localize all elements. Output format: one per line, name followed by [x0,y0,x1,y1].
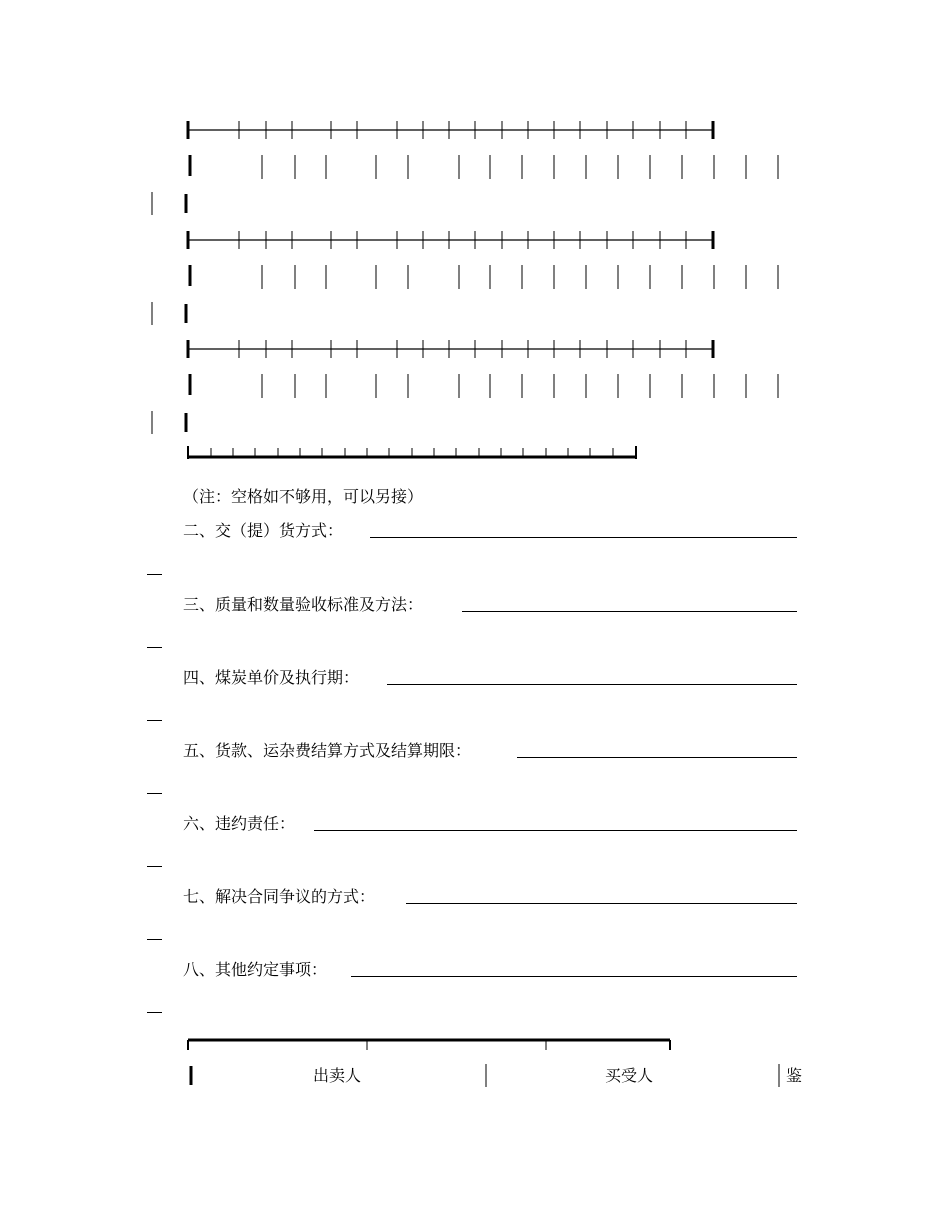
continuation-dash [147,574,162,575]
continuation-dash [147,939,162,940]
continuation-dash [147,793,162,794]
clause-label: 五、货款、运杂费结算方式及结算期限： [183,741,472,760]
fill-in-blank[interactable] [517,757,797,758]
continuation-dash [147,720,162,721]
fill-in-blank[interactable] [406,903,797,904]
clause-label: 二、交（提）货方式： [183,521,344,540]
seller-label: 出卖人 [313,1066,362,1085]
table-note: （注：空格如不够用，可以另接） [183,487,424,506]
clause-label: 七、解决合同争议的方式： [183,887,376,906]
authenticator-label: 鉴 [786,1066,803,1085]
continuation-dash [147,866,162,867]
continuation-dash [147,647,162,648]
buyer-label: 买受人 [605,1066,654,1085]
clause-label: 三、质量和数量验收标准及方法： [183,595,424,614]
fill-in-blank[interactable] [370,537,797,538]
fill-in-blank[interactable] [387,684,797,685]
continuation-dash [147,1012,162,1013]
clause-label: 六、违约责任： [183,814,296,833]
fill-in-blank[interactable] [462,611,797,612]
fill-in-blank[interactable] [351,976,797,977]
clause-label: 八、其他约定事项： [183,960,328,979]
clause-label: 四、煤炭单价及执行期： [183,668,360,687]
fill-in-blank[interactable] [314,830,797,831]
